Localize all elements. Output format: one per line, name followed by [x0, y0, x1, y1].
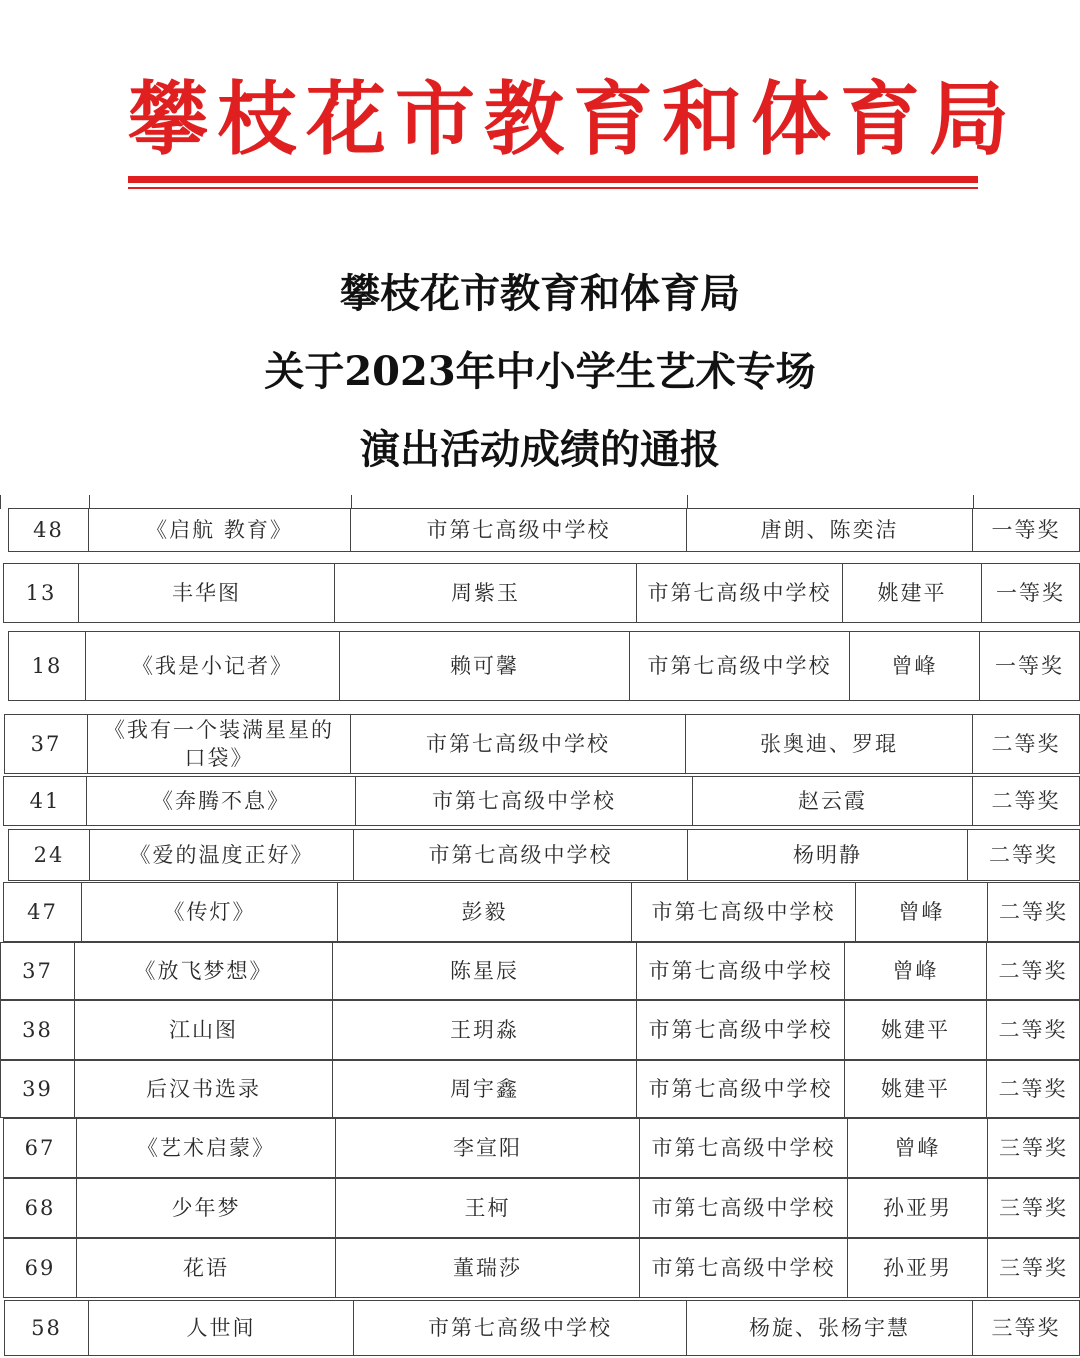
cell-performance-title: 江山图 [75, 1001, 333, 1059]
cell-school-name: 市第七高级中学校 [640, 1179, 848, 1237]
cell-award-level: 二等奖 [987, 1061, 1080, 1117]
red-rule-thin [128, 187, 978, 189]
cell-instructor-name: 孙亚男 [848, 1179, 988, 1237]
cell-row-number: 24 [9, 830, 90, 880]
cell-school-name: 市第七高级中学校 [640, 1239, 848, 1297]
cell-performance-title: 《艺术启蒙》 [77, 1119, 336, 1177]
cell-award-level: 二等奖 [987, 1001, 1080, 1059]
table-row [0, 942, 1080, 1000]
cell-school-name: 市第七高级中学校 [640, 1119, 848, 1177]
cell-school-name: 市第七高级中学校 [632, 883, 856, 941]
cell-school-name: 市第七高级中学校 [354, 830, 688, 880]
cell-performance-title: 《放飞梦想》 [75, 943, 333, 999]
cell-row-number: 41 [4, 777, 87, 825]
table-row [8, 829, 1080, 881]
table-row [3, 1238, 1080, 1298]
cell-school-name: 市第七高级中学校 [351, 715, 686, 773]
cell-performer-name: 李宣阳 [336, 1119, 640, 1177]
cell-row-number: 69 [4, 1239, 77, 1297]
cell-award-level: 二等奖 [973, 715, 1080, 773]
cell-row-number: 47 [4, 883, 82, 941]
cell-award-level: 三等奖 [973, 1301, 1080, 1355]
table-fragment-top [0, 495, 1080, 509]
cell-award-level: 三等奖 [988, 1239, 1080, 1297]
cell-school-name: 市第七高级中学校 [637, 1001, 845, 1059]
cell-performer-name: 王柯 [336, 1179, 640, 1237]
cell-performers: 唐朗、陈奕洁 [687, 509, 973, 551]
cell-award-level: 二等奖 [987, 943, 1080, 999]
table-row [3, 563, 1080, 623]
cell-award-level: 三等奖 [988, 1119, 1080, 1177]
cell-performance-title: 后汉书选录 [75, 1061, 333, 1117]
document-title-line-3: 演出活动成绩的通报 [360, 426, 720, 473]
table-row [0, 1060, 1080, 1118]
cell-award-level: 三等奖 [988, 1179, 1080, 1237]
cell-award-level: 二等奖 [968, 830, 1080, 880]
cell-performance-title: 《奔腾不息》 [87, 777, 356, 825]
cell-school-name: 市第七高级中学校 [637, 564, 843, 622]
cell-performance-title: 《我是小记者》 [86, 632, 340, 700]
masthead-title: 攀枝花市教育和体育局 [128, 73, 1018, 166]
cell-award-level: 一等奖 [980, 632, 1080, 700]
cell-school-name: 市第七高级中学校 [351, 509, 687, 551]
cell-performer-name: 彭毅 [338, 883, 632, 941]
cell-performance-title: 《我有一个装满星星的口袋》 [88, 715, 351, 773]
cell-award-level: 二等奖 [988, 883, 1080, 941]
document-title-line-2: 关于2023年中小学生艺术专场 [264, 348, 816, 395]
cell-row-number: 48 [9, 509, 89, 551]
table-row [3, 1118, 1080, 1178]
cell-performance-title: 少年梦 [77, 1179, 336, 1237]
cell-performers: 杨明静 [688, 830, 968, 880]
cell-row-number: 37 [5, 715, 88, 773]
table-row [8, 631, 1080, 701]
cell-performers: 赵云霞 [693, 777, 973, 825]
cell-instructor-name: 孙亚男 [848, 1239, 988, 1297]
cell-instructor-name: 曾峰 [848, 1119, 988, 1177]
cell-row-number: 37 [1, 943, 75, 999]
table-row [3, 776, 1080, 826]
cell-school-name: 市第七高级中学校 [356, 777, 693, 825]
cell-instructor-name: 姚建平 [843, 564, 982, 622]
cell-row-number: 58 [5, 1301, 89, 1355]
cell-row-number: 38 [1, 1001, 75, 1059]
table-row [0, 1000, 1080, 1060]
cell-performance-title: 人世间 [89, 1301, 354, 1355]
cell-performance-title: 花语 [77, 1239, 336, 1297]
cell-school-name: 市第七高级中学校 [637, 1061, 845, 1117]
cell-award-level: 一等奖 [982, 564, 1080, 622]
cell-award-level: 二等奖 [973, 777, 1080, 825]
red-rule [128, 176, 978, 183]
cell-school-name: 市第七高级中学校 [637, 943, 845, 999]
cell-instructor-name: 曾峰 [850, 632, 980, 700]
cell-performance-title: 丰华图 [79, 564, 335, 622]
cell-performers: 张奥迪、罗琨 [686, 715, 973, 773]
cell-row-number: 68 [4, 1179, 77, 1237]
cell-performer-name: 赖可馨 [340, 632, 630, 700]
cell-school-name: 市第七高级中学校 [354, 1301, 687, 1355]
cell-instructor-name: 姚建平 [845, 1061, 987, 1117]
cell-instructor-name: 曾峰 [845, 943, 987, 999]
cell-award-level: 一等奖 [973, 509, 1080, 551]
cell-row-number: 13 [4, 564, 79, 622]
cell-performer-name: 周紫玉 [335, 564, 637, 622]
cell-row-number: 39 [1, 1061, 75, 1117]
table-row [3, 882, 1080, 942]
cell-performer-name: 周宇鑫 [333, 1061, 637, 1117]
cell-performers: 杨旋、张杨宇慧 [687, 1301, 973, 1355]
table-row [3, 1178, 1080, 1238]
cell-row-number: 18 [9, 632, 86, 700]
cell-school-name: 市第七高级中学校 [630, 632, 850, 700]
cell-instructor-name: 曾峰 [856, 883, 988, 941]
cell-performer-name: 董瑞莎 [336, 1239, 640, 1297]
cell-performance-title: 《启航 教育》 [89, 509, 351, 551]
document-title-line-1: 攀枝花市教育和体育局 [340, 270, 740, 317]
cell-row-number: 67 [4, 1119, 77, 1177]
cell-performance-title: 《传灯》 [82, 883, 338, 941]
table-row [4, 1300, 1080, 1356]
cell-performer-name: 王玥淼 [333, 1001, 637, 1059]
cell-performer-name: 陈星辰 [333, 943, 637, 999]
table-row [8, 508, 1080, 552]
table-row [4, 714, 1080, 774]
cell-instructor-name: 姚建平 [845, 1001, 987, 1059]
cell-performance-title: 《爱的温度正好》 [90, 830, 354, 880]
